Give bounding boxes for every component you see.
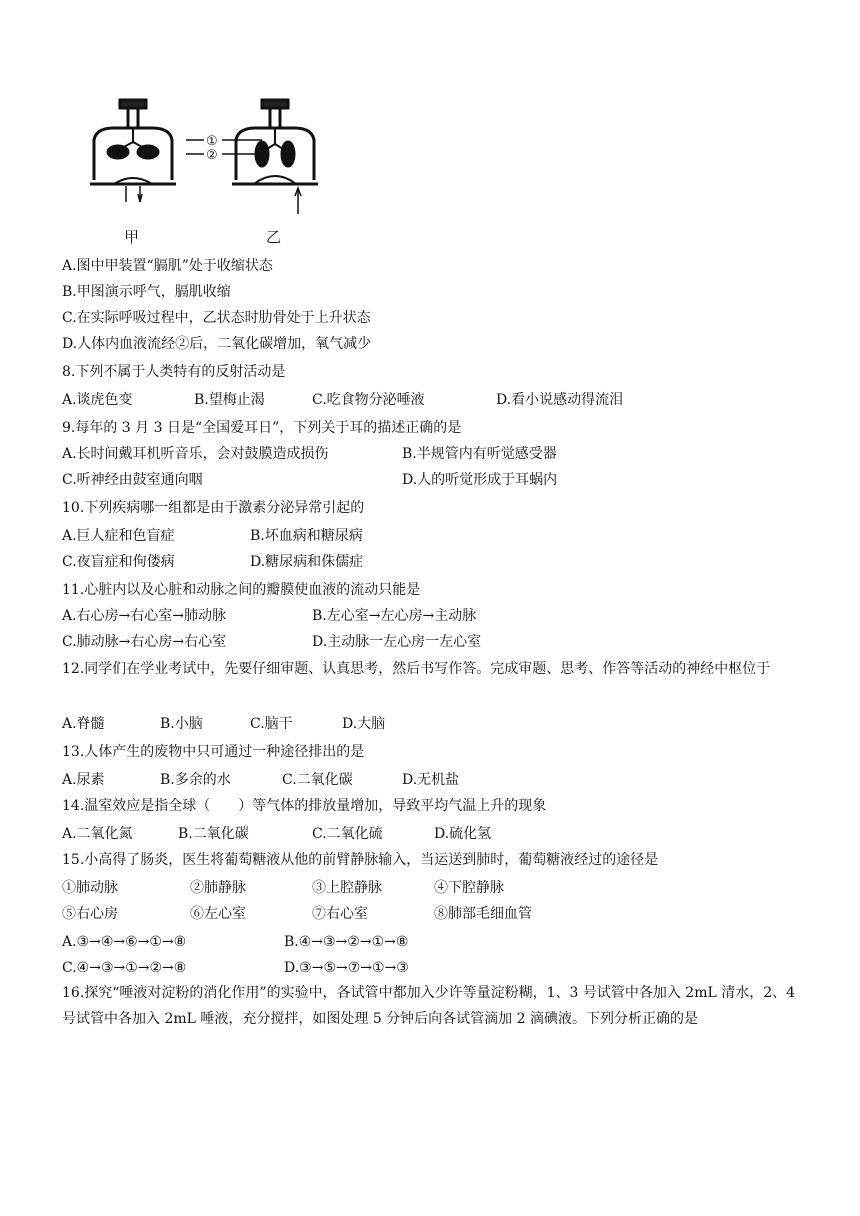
q10-stem: 10.下列疾病哪一组都是由于激素分泌异常引起的 bbox=[62, 500, 365, 516]
q13-stem: 13.人体产生的废物中只可通过一种途径排出的是 bbox=[62, 744, 365, 760]
q8-option-c: C.吃食物分泌唾液 bbox=[312, 392, 425, 408]
figure-label-right: 乙 bbox=[266, 228, 282, 246]
q15-stem: 15.小高得了肠炎，医生将葡萄糖液从他的前臂静脉输入，当运送到肺时，葡萄糖液经过的途径是 bbox=[62, 852, 659, 868]
q14-stem: 14.温室效应是指全球（ ）等气体的排放量增加，导致平均气温上升的现象 bbox=[62, 798, 547, 814]
q11-option-a: A.右心房→右心室→肺动脉 bbox=[62, 608, 227, 624]
q11-option-b: B.左心室→左心房→主动脉 bbox=[312, 608, 477, 624]
q10-option-c: C.夜盲症和佝偻病 bbox=[62, 554, 175, 570]
q16-stem: 16.探究“唾液对淀粉的消化作用”的实验中，各试管中都加入少许等量淀粉糊，1、3 号试管中各加入 2mL 清水，2、4 号试管中各加入 2mL 唾液，充分搅拌，如图处理 5 分钟后向各试管滴加 2 滴碘液。下列分析正确的是 bbox=[62, 985, 796, 1027]
q15-option-b: B.④→③→②→①→⑧ bbox=[284, 934, 409, 950]
q9-option-a: A.长时间戴耳机听音乐，会对鼓膜造成损伤 bbox=[62, 446, 329, 462]
q7-option-d: D.人体内血液流经②后，二氧化碳增加，氧气减少 bbox=[62, 336, 372, 352]
q10-option-d: D.糖尿病和侏儒症 bbox=[250, 554, 364, 570]
q13-option-b: B.多余的水 bbox=[160, 772, 231, 788]
q7-option-b: B.甲图演示呼气，膈肌收缩 bbox=[62, 284, 231, 300]
q8-stem: 8.下列不属于人类特有的反射活动是 bbox=[62, 364, 286, 380]
q9-option-b: B.半规管内有听觉感受器 bbox=[402, 446, 557, 462]
q12-option-c: C.脑干 bbox=[250, 716, 293, 732]
q12-option-d: D.大脑 bbox=[342, 716, 386, 732]
q9-option-d: D.人的听觉形成于耳蜗内 bbox=[402, 472, 558, 488]
q15-item-4: ④下腔静脉 bbox=[434, 880, 504, 896]
q7-option-a: A.图中甲装置“膈肌”处于收缩状态 bbox=[62, 258, 273, 274]
q12-option-b: B.小脑 bbox=[160, 716, 203, 732]
bell-jar-diagram bbox=[86, 90, 346, 250]
q9-stem: 9.每年的 3 月 3 日是“全国爱耳日”，下列关于耳的描述正确的是 bbox=[62, 420, 462, 436]
breathing-model-figure bbox=[86, 90, 346, 250]
q15-option-c: C.④→③→①→②→⑧ bbox=[62, 960, 187, 976]
q13-option-c: C.二氧化碳 bbox=[282, 772, 353, 788]
q14-option-d: D.硫化氢 bbox=[434, 826, 492, 842]
q15-item-6: ⑥左心室 bbox=[190, 906, 246, 922]
q11-option-c: C.肺动脉→右心房→右心室 bbox=[62, 634, 227, 650]
q8-option-b: B.望梅止渴 bbox=[194, 392, 265, 408]
q13-option-a: A.尿素 bbox=[62, 772, 105, 788]
q7-option-c: C.在实际呼吸过程中，乙状态时肋骨处于上升状态 bbox=[62, 310, 371, 326]
q15-item-5: ⑤右心房 bbox=[62, 906, 118, 922]
q15-item-1: ①肺动脉 bbox=[62, 880, 118, 896]
q15-item-3: ③上腔静脉 bbox=[312, 880, 382, 896]
q15-option-d: D.③→⑤→⑦→①→③ bbox=[284, 960, 409, 976]
q12-option-a: A.脊髓 bbox=[62, 716, 105, 732]
q13-option-d: D.无机盐 bbox=[402, 772, 460, 788]
q8-option-d: D.看小说感动得流泪 bbox=[496, 392, 624, 408]
q14-option-b: B.二氧化碳 bbox=[178, 826, 249, 842]
bell-jar-right bbox=[232, 100, 318, 214]
bell-jar-left bbox=[90, 100, 176, 202]
callout-2: ② bbox=[206, 148, 218, 163]
q9-option-c: C.听神经由鼓室通向咽 bbox=[62, 472, 203, 488]
q15-option-a: A.③→④→⑥→①→⑧ bbox=[62, 934, 187, 950]
q15-item-7: ⑦右心室 bbox=[312, 906, 368, 922]
q11-stem: 11.心脏内以及心脏和动脉之间的瓣膜使血液的流动只能是 bbox=[62, 582, 421, 598]
q14-option-a: A.二氧化氮 bbox=[62, 826, 133, 842]
q15-item-8: ⑧肺部毛细血管 bbox=[434, 906, 532, 922]
q11-option-d: D.主动脉一左心房一左心室 bbox=[312, 634, 482, 650]
figure-label-left: 甲 bbox=[124, 228, 140, 246]
q10-option-a: A.巨人症和色盲症 bbox=[62, 528, 175, 544]
callout-1: ① bbox=[206, 134, 218, 149]
q15-item-2: ②肺静脉 bbox=[190, 880, 246, 896]
q14-option-c: C.二氧化硫 bbox=[312, 826, 383, 842]
q8-option-a: A.谈虎色变 bbox=[62, 392, 133, 408]
q12-stem: 12.同学们在学业考试中，先要仔细审题、认真思考，然后书写作答。完成审题、思考、作答等活动的神经中枢位于 bbox=[62, 661, 771, 677]
q10-option-b: B.坏血病和糖尿病 bbox=[250, 528, 363, 544]
